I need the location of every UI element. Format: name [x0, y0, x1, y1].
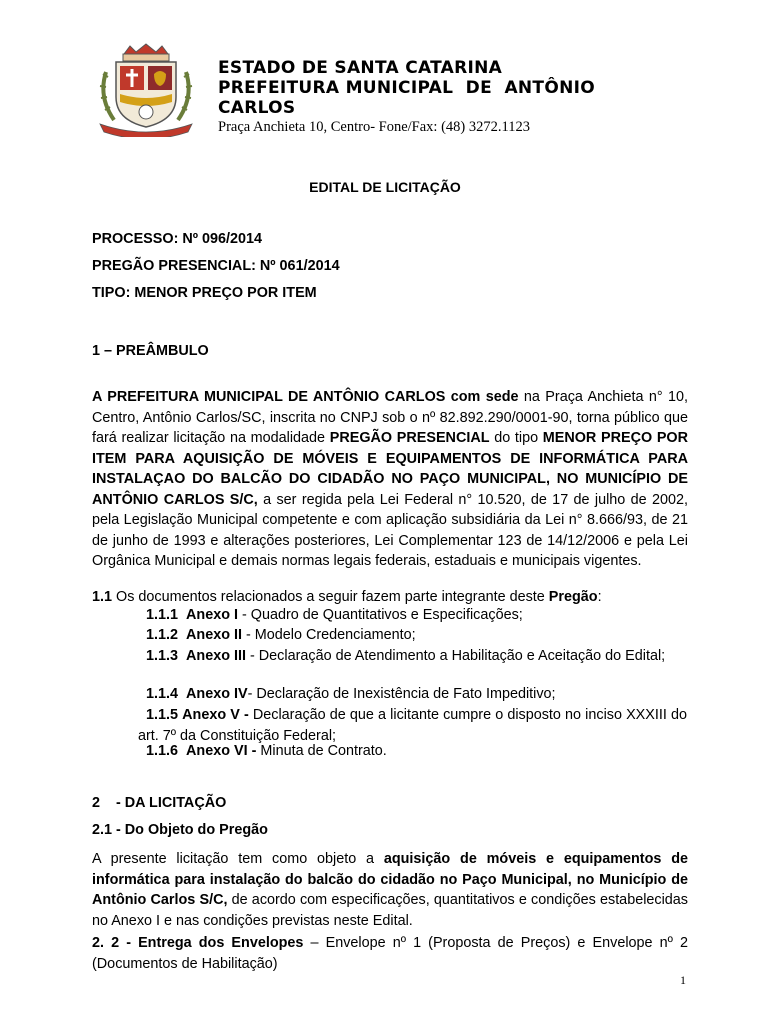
- header-city: CARLOS: [218, 98, 296, 118]
- annex-name: Anexo V -: [182, 707, 249, 723]
- documents-end: :: [597, 589, 602, 605]
- annex-num: 1.1.5: [146, 707, 179, 723]
- tipo-label: TIPO: MENOR PREÇO POR ITEM: [92, 285, 317, 301]
- annex-desc: - Quadro de Quantitativos e Especificações;: [238, 607, 523, 623]
- annex-name: Anexo III: [186, 648, 246, 664]
- object-paragraph: [92, 849, 688, 931]
- annex-name: Anexo II: [186, 627, 242, 643]
- municipal-coat-of-arms: [96, 42, 196, 137]
- annex-item: [146, 607, 523, 623]
- annex-num: 1.1.6: [146, 743, 179, 759]
- annex-num: 1.1.3: [146, 648, 179, 664]
- annex-desc: - Modelo Credenciamento;: [242, 627, 416, 643]
- processo-number: PROCESSO: Nº 096/2014: [92, 231, 263, 247]
- annex-num: 1.1.4: [146, 686, 179, 702]
- header-state: ESTADO DE SANTA CATARINA: [218, 58, 503, 78]
- document-title: EDITAL DE LICITAÇÃO: [309, 179, 461, 195]
- annex-desc: Minuta de Contrato.: [256, 743, 387, 759]
- annex-item: [146, 743, 387, 759]
- annex-desc: Declaração de que a licitante cumpre o disposto no inciso XXXIII do art. 7º da Constituição Federal;: [138, 707, 688, 744]
- envelopes-paragraph: [92, 933, 688, 974]
- preamble-bold-2: PREGÃO PRESENCIAL: [329, 430, 490, 446]
- documents-intro: [92, 587, 688, 608]
- documents-bold: Pregão: [548, 589, 598, 605]
- envelopes-text: – Envelope nº 1 (Proposta de Preços) e Envelope nº 2 (Documentos de Habilitação): [92, 935, 688, 972]
- documents-text: Os documentos relacionados a seguir fazem parte integrante deste: [112, 589, 549, 605]
- preamble-bold-3: MENOR PREÇO POR ITEM PARA AQUISIÇÃO DE MÓVEIS E EQUIPAMENTOS DE INFORMÁTICA PARA INSTALAÇAO DO BALCÃO DO CIDADÃO NO PAÇO MUNICIPAL, NO MUNICÍPIO DE ANTÔNIO CARLOS S/C,: [92, 430, 689, 508]
- annex-desc: - Declaração de Atendimento a Habilitação e Aceitação do Edital;: [246, 648, 666, 664]
- page-number: 1: [680, 973, 686, 987]
- object-text-2: de acordo com especificações, quantitativos e condições estabelecidas no Anexo I e nas condições previstas neste Edital.: [92, 892, 688, 929]
- annex-num: 1.1.2: [146, 627, 179, 643]
- annex-item: [138, 705, 687, 746]
- section-preambulo: 1 – PREÂMBULO: [92, 343, 209, 359]
- annex-name: Anexo IV: [186, 686, 248, 702]
- annex-item: [146, 686, 556, 702]
- preamble-text-1: na Praça Anchieta n° 10, Centro, Antônio Carlos/SC, inscrita no CNPJ sob o nº 82.892.290/0001-90, torna público que fará realizar licitação na modalidade: [92, 389, 689, 446]
- preamble-bold-1: A PREFEITURA MUNICIPAL DE ANTÔNIO CARLOS com sede: [92, 389, 519, 405]
- annex-item: [146, 627, 416, 643]
- subsection-objeto: 2.1 - Do Objeto do Pregão: [92, 822, 268, 838]
- preamble-text-2: do tipo: [489, 430, 543, 446]
- annex-desc: - Declaração de Inexistência de Fato Impeditivo;: [247, 686, 556, 702]
- header-prefecture: PREFEITURA MUNICIPAL DE ANTÔNIO: [218, 78, 595, 98]
- envelopes-bold: 2. 2 - Entrega dos Envelopes: [92, 935, 304, 951]
- annex-item: [138, 646, 687, 667]
- preamble-text-3: a ser regida pela Lei Federal n° 10.520, de 17 de julho de 2002, pela Legislação Municipal competente e com aplicação subsidiária da Lei n° 8.666/93, de 21 de junho de 1993 e alterações posteriores, Lei Complementar 123 de 14/12/2006 e pela Lei Orgânica Municipal e demais normas legais federais, estaduais e municipais vigentes.: [92, 491, 688, 569]
- annex-num: 1.1.1: [146, 607, 179, 623]
- preamble-paragraph: [92, 387, 688, 572]
- annex-name: Anexo VI -: [186, 743, 257, 759]
- header-address: Praça Anchieta 10, Centro- Fone/Fax: (48) 3272.1123: [218, 119, 530, 135]
- documents-num: 1.1: [92, 589, 113, 605]
- annex-name: Anexo I: [186, 607, 238, 623]
- pregao-number: PREGÃO PRESENCIAL: Nº 061/2014: [92, 258, 340, 274]
- object-text-1: A presente licitação tem como objeto a: [92, 851, 384, 867]
- section-licitacao: 2 - DA LICITAÇÃO: [92, 795, 227, 811]
- object-bold: aquisição de móveis e equipamentos de informática para instalação do balcão do cidadão no Paço Municipal, no Município de Antônio Carlos S/C,: [92, 851, 688, 908]
